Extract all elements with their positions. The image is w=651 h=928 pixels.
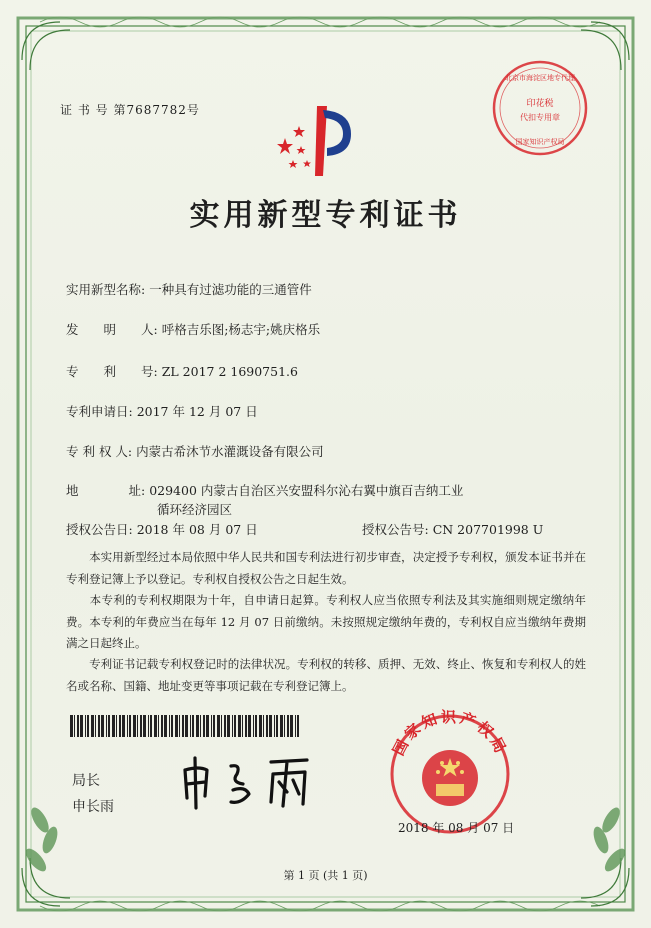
page-number: 第 1 页 (共 1 页) (283, 869, 368, 882)
patentee-value: 内蒙古希沐节水灌溉设备有限公司 (136, 444, 324, 459)
barcode-icon (70, 715, 300, 737)
utility-model-label: 实用新型名称: (66, 282, 146, 297)
utility-model-name-row (66, 280, 312, 298)
seal-center-line1: 印花税 (526, 99, 554, 109)
address-value-line2: 循环经济园区 (157, 502, 233, 517)
certificate-title: 实用新型专利证书 (189, 198, 462, 233)
patentee-row (66, 442, 324, 460)
filing-date-value: 2017 年 12 月 07 日 (136, 404, 258, 419)
address-value-line1: 029400 内蒙古自治区兴安盟科尔沁右翼中旗百吉纳工业 (149, 483, 464, 498)
grant-date-label: 授权公告日: (66, 522, 133, 537)
patent-number-row (66, 362, 298, 380)
utility-model-value: 一种具有过滤功能的三通管件 (149, 282, 312, 297)
filing-date-label: 专利申请日: (66, 404, 133, 419)
inventor-row (66, 320, 320, 338)
inventor-value: 呼格吉乐图;杨志宇;姚庆格乐 (161, 322, 321, 337)
seal-ring-text-bottom: 国家知识产权局 (515, 138, 565, 146)
paragraph-grant: 本实用新型经过本局依照中华人民共和国专利法进行初步审查，决定授予专利权，颁发本证书并在专利登记簿上予以登记。专利权自授权公告之日起生效。 (66, 550, 586, 586)
patentee-label: 专 利 权 人: (66, 444, 133, 459)
paragraph-term: 本专利的专利权期限为十年，自申请日起算。专利权人应当依照专利法及其实施细则规定缴纳年费。本专利的年费应当在每年 12 月 07 日前缴纳。未按照规定缴纳年费的，专利权自应当缴纳年费期满之日起终止。 (66, 593, 586, 650)
patent-number-label: 专 利 号: (66, 364, 158, 379)
handwritten-signature (175, 752, 325, 812)
address-label: 地 址: (66, 483, 146, 498)
director-name: 申长雨 (72, 799, 114, 815)
grant-number-label: 授权公告号: (362, 522, 429, 537)
seal-main-ring: 国家知识产权局 (389, 708, 511, 759)
tax-stamp-seal (490, 58, 590, 158)
grant-number-value: CN 207701998 U (432, 522, 544, 537)
inventor-label: 发 明 人: (66, 322, 158, 337)
issue-date: 2018 年 08 月 07 日 (398, 821, 515, 835)
grant-date-row (66, 520, 258, 538)
grant-date-value: 2018 年 08 月 07 日 (136, 522, 258, 537)
paragraph-legal-status: 专利证书记载专利权登记时的法律状况。专利权的转移、质押、无效、终止、恢复和专利权人的姓名或名称、国籍、地址变更等事项记载在专利登记簿上。 (66, 657, 586, 693)
filing-date-row (66, 402, 258, 420)
address-row (66, 481, 463, 499)
certificate-number: 证 书 号 第7687782号 (60, 103, 200, 117)
patent-number-value: ZL 2017 2 1690751.6 (161, 364, 298, 379)
grant-number-row (362, 520, 543, 538)
director-title: 局长 (72, 773, 100, 789)
seal-center-line2: 代扣专用章 (520, 113, 560, 122)
seal-ring-text: 北京市海淀区地专代理 (505, 74, 575, 82)
patent-office-logo-icon (265, 98, 355, 178)
national-ipa-seal (380, 706, 520, 836)
